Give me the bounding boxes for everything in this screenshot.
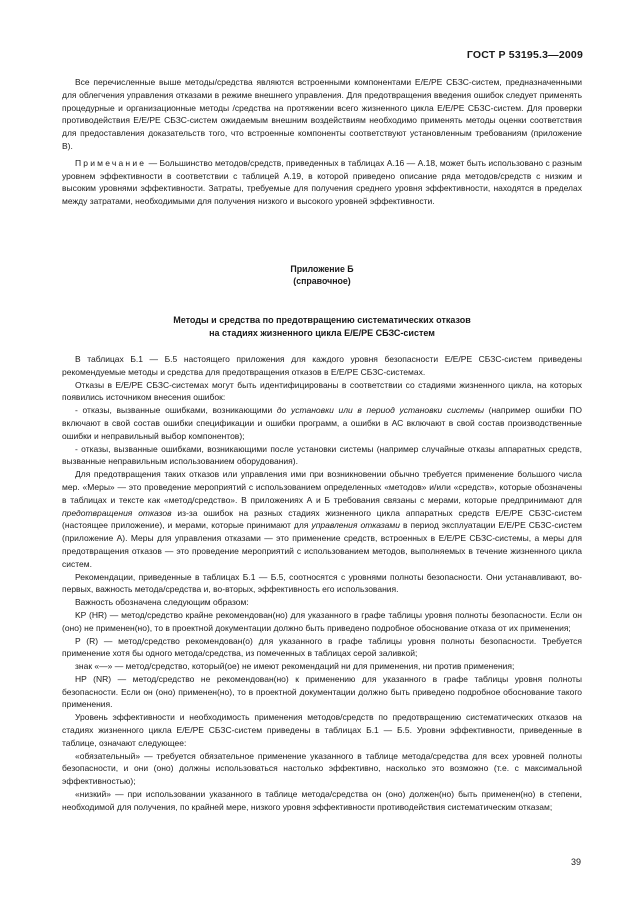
page-number: 39 bbox=[570, 857, 581, 867]
emphasis-text: до установки или в период установки системы bbox=[276, 405, 484, 416]
paragraph-12: Уровень эффективности и необходимость применения методов/средств по предотвращению систематических отказов на стадиях жизненного цикла E/E/PE СБЗС-систем приведены в таблицах Б.1 — Б.5. Уровни эффективности, приведенные в таблице, означают следующее: bbox=[62, 712, 582, 748]
paragraph-2: Отказы в E/E/PE СБЗС-системах могут быть идентифицированы в соответствии со стадиями жизненного цикла, на которых появились источником внесения ошибок: bbox=[62, 379, 582, 403]
text-run: - отказы, вызванные ошибками, возникающими bbox=[75, 405, 277, 416]
appendix-heading bbox=[62, 263, 582, 288]
paragraph-4: - отказы, вызванные ошибками, возникающими после установки системы (например случайные отказы аппаратных средств, вызванные неправильным использованием оборудования). bbox=[62, 443, 582, 467]
appendix-subtitle: (справочное) bbox=[293, 276, 351, 287]
text-run: в период эксплуатации E/E/PE СБЗС-систем (приложение А). Меры для управления отказами — это применение средств, встроенных в E/E/PE СБЗС-системы, а меры для предотвращения отказов — это проведение мероприятий с использованием методов, выполняемых в течение жизненного цикла систем. bbox=[62, 520, 582, 569]
paragraph-10: знак «—» — метод/средство, который(ое) не имеют рекомендаций ни для применения, ни против применения; bbox=[75, 661, 515, 672]
document-body bbox=[62, 76, 582, 814]
note-label: Примечание bbox=[75, 157, 147, 168]
note-text: — Большинство методов/средств, приведенных в таблицах А.16 — А.18, может быть использовано с разным уровнем эффективности в соответствии с таблицей А.19, в которой приведено описание ряда методов/средств с низким и высоким уровнями эффективности. Затраты, требуемые для получения среднего уровня эффективности, находятся в пределах между затратами, необходимыми для получения низкого и высокого уровней эффективности. bbox=[62, 157, 582, 207]
text-run: (например ошибки ПО включают в свой состав ошибки спецификации и ошибки программ, а ошибки в АС включают в свой состав производственные ошибки и неправильный выбор компонентов); bbox=[62, 405, 582, 441]
section-title bbox=[62, 314, 582, 340]
paragraph-5 bbox=[62, 468, 582, 570]
emphasis-text: управления отказами bbox=[311, 520, 400, 531]
note-paragraph bbox=[62, 157, 582, 208]
appendix-title: Приложение Б bbox=[290, 263, 354, 274]
paragraph-1: В таблицах Б.1 — Б.5 настоящего приложения для каждого уровня безопасности E/E/PE СБЗС-систем приведены рекомендуемые методы и средства для предотвращения отказов в E/E/PE СБЗС-системах. bbox=[62, 353, 582, 377]
paragraph-11: HP (NR) — метод/средство не рекомендован(но) к применению для указанного в графе таблицы уровня полноты безопасности. Если он (оно) применен(но), то в проектной документации должно быть приведено подробное обоснование такого применения. bbox=[62, 673, 582, 710]
paragraph-7: Важность обозначена следующим образом: bbox=[75, 597, 249, 608]
paragraph-6: Рекомендации, приведенные в таблицах Б.1 — Б.5, соотносятся с уровнями полноты безопасности. Они устанавливают, во-первых, важность метода/средства и, во-вторых, эффективность его использования. bbox=[62, 571, 582, 595]
paragraph-3 bbox=[62, 404, 582, 442]
paragraph-9: P (R) — метод/средство рекомендован(о) для указанного в графе таблицы уровня полноты безопасности. Требуется применение хотя бы одного метода/средства, из помеченных в таблицах серой заливкой; bbox=[62, 635, 582, 659]
paragraph-8: KP (HR) — метод/средство крайне рекомендован(но) для указанного в графе таблицы уровня полноты безопасности. Если он (оно) не применен(но), то в проектной документации должно быть приведено подробное обоснование отказа от их применения; bbox=[62, 609, 582, 633]
text-run: Для предотвращения таких отказов или управления ими при возникновении обычно требуется применение большого числа мер. «Меры» — это проведение мероприятий с использованием определенных «методов» и/или «средств», которые обозначены в таблицах и тексте как «метод/средство». В приложениях А и Б требования связаны с мерами, которые предпринимают для bbox=[62, 469, 582, 505]
document-header: ГОСТ Р 53195.3—2009 bbox=[466, 49, 583, 61]
section-title-line2: на стадиях жизненного цикла E/E/PE СБЗС-систем bbox=[209, 327, 435, 338]
paragraph-13: «обязательный» — требуется обязательное применение указанного в таблице метода/средства для всех уровней полноты безопасности, и они (оно) должны использоваться настолько эффективно, насколько это возможно (т.е. с максимальной эффективностью); bbox=[62, 750, 582, 787]
section-title-line1: Методы и средства по предотвращению систематических отказов bbox=[173, 314, 471, 325]
paragraph-14: «низкий» — при использовании указанного в таблице метода/средства он (оно) должен(но) быть применен(но) в степени, необходимой для получения, по крайней мере, низкого уровня эффективности противодействия систематическим отказам; bbox=[62, 789, 582, 812]
intro-paragraph: Все перечисленные выше методы/средства являются встроенными компонентами E/E/PE СБЗС-систем, предназначенными для облегчения управления отказами в режиме внешнего управления. Для предотвращения введения ошибок следует применять процедурные и организационные методы /средства на протяжении всего жизненного цикла E/E/PE СБЗС-систем. Для проверки противодействия E/E/PE СБЗС-систем ожидаемым внешним воздействиям необходимо применять методы оценки соответствия для предоставления доказательств того, что встроенные компоненты соответствуют установленным требованиям (приложение В). bbox=[62, 77, 582, 151]
emphasis-text: предотвращения отказов bbox=[62, 507, 172, 518]
text-run: из-за ошибок на разных стадиях жизненного цикла аппаратных средств E/E/PE СБЗС-систем (настоящее приложение), и мерами, которые принимают для bbox=[62, 507, 582, 531]
